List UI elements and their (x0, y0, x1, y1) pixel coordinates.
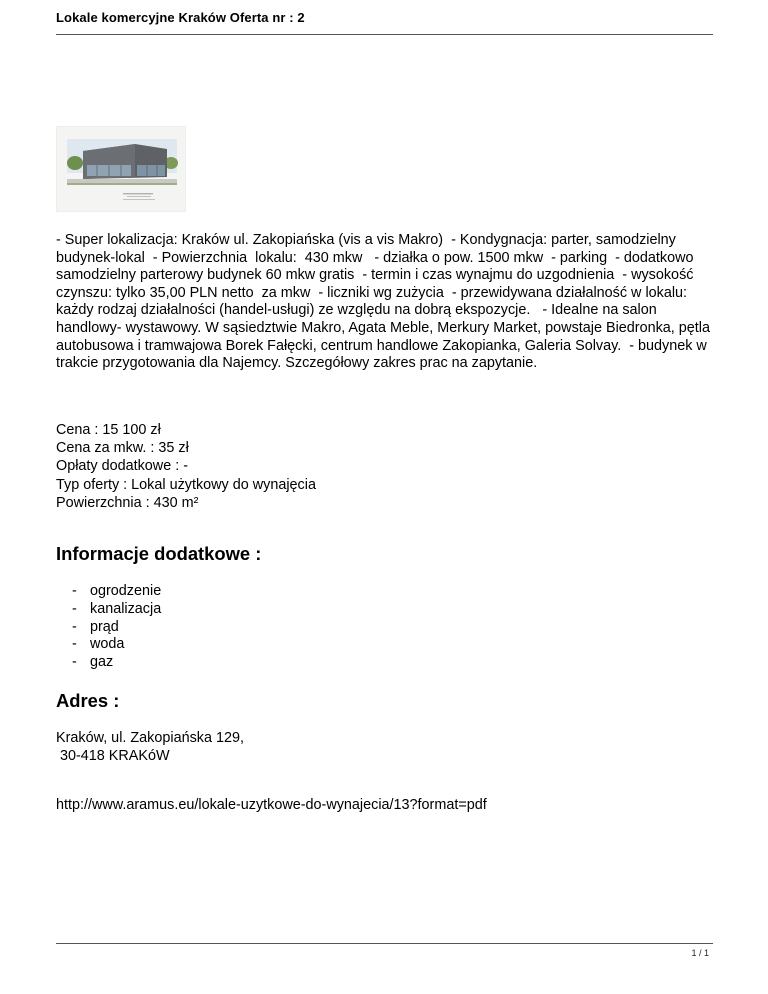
area: Powierzchnia : 430 m² (56, 494, 199, 511)
feature-fence: ogrodzenie (90, 583, 162, 599)
building-photo-image (57, 127, 185, 211)
price-per-sqm: Cena za mkw. : 35 zł (56, 440, 189, 457)
list-dash: - (72, 636, 77, 653)
list-item (72, 619, 161, 637)
footer-divider (56, 943, 713, 944)
price: Cena : 15 100 zł (56, 422, 161, 438)
page-number: 1 / 1 (691, 948, 709, 958)
header-divider (56, 34, 713, 35)
source-url[interactable]: http://www.aramus.eu/lokale-uzytkowe-do-wynajecia/13?format=pdf (56, 797, 487, 813)
address-heading: Adres : (56, 690, 120, 711)
additional-info-heading: Informacje dodatkowe : (56, 543, 262, 564)
address-line-1: Kraków, ul. Zakopiańska 129, (56, 730, 244, 746)
offer-description: - Super lokalizacja: Kraków ul. Zakopiańska (vis a vis Makro) - Kondygnacja: parter, samodzielny budynek-lokal - Powierzchnia lokalu: 430 mkw - działka o pow. 1500 mkw - parking - dodatkowo samodzielny parterowy budynek 60 mkw gratis - termin i czas wynajmu do uzgodnienia - wysokość czynszu: tylko 35,00 PLN netto za mkw - liczniki wg zużycia - przewidywana działalność w lokalu: każdy rodzaj działalności (handel-usługi) ze względu na dobrą ekspozycje. - Idealne na salon handlowy- wystawowy. W sąsiedztwie Makro, Agata Meble, Merkury Market, powstaje Biedronka, pętla autobusowa i tramwajowa Borek Fałęcki, centrum handlowe Zakopianka, Galeria Solvay. - budynek w trakcie przygotowania dla Najemcy. Szczegółowy zakres prac na zapytanie. (56, 232, 714, 372)
feature-gas: gaz (90, 654, 114, 671)
list-item (72, 583, 161, 601)
list-item (72, 601, 161, 619)
list-dash: - (72, 600, 77, 617)
list-dash: - (72, 583, 77, 599)
address-line-2: 30-418 KRAKóW (56, 748, 170, 765)
list-dash: - (72, 618, 77, 635)
offer-details (56, 421, 316, 512)
additional-fees: Opłaty dodatkowe : - (56, 458, 188, 475)
additional-info-list (72, 583, 161, 672)
feature-electricity: prąd (90, 618, 119, 635)
building-photo (56, 126, 186, 212)
feature-water: woda (90, 636, 125, 653)
list-item (72, 654, 161, 672)
page-header-title: Lokale komercyjne Kraków Oferta nr : 2 (56, 10, 305, 25)
offer-type: Typ oferty : Lokal użytkowy do wynajęcia (56, 476, 316, 493)
address-block (56, 729, 244, 765)
list-dash: - (72, 654, 77, 671)
feature-sewage: kanalizacja (90, 600, 162, 617)
list-item (72, 636, 161, 654)
